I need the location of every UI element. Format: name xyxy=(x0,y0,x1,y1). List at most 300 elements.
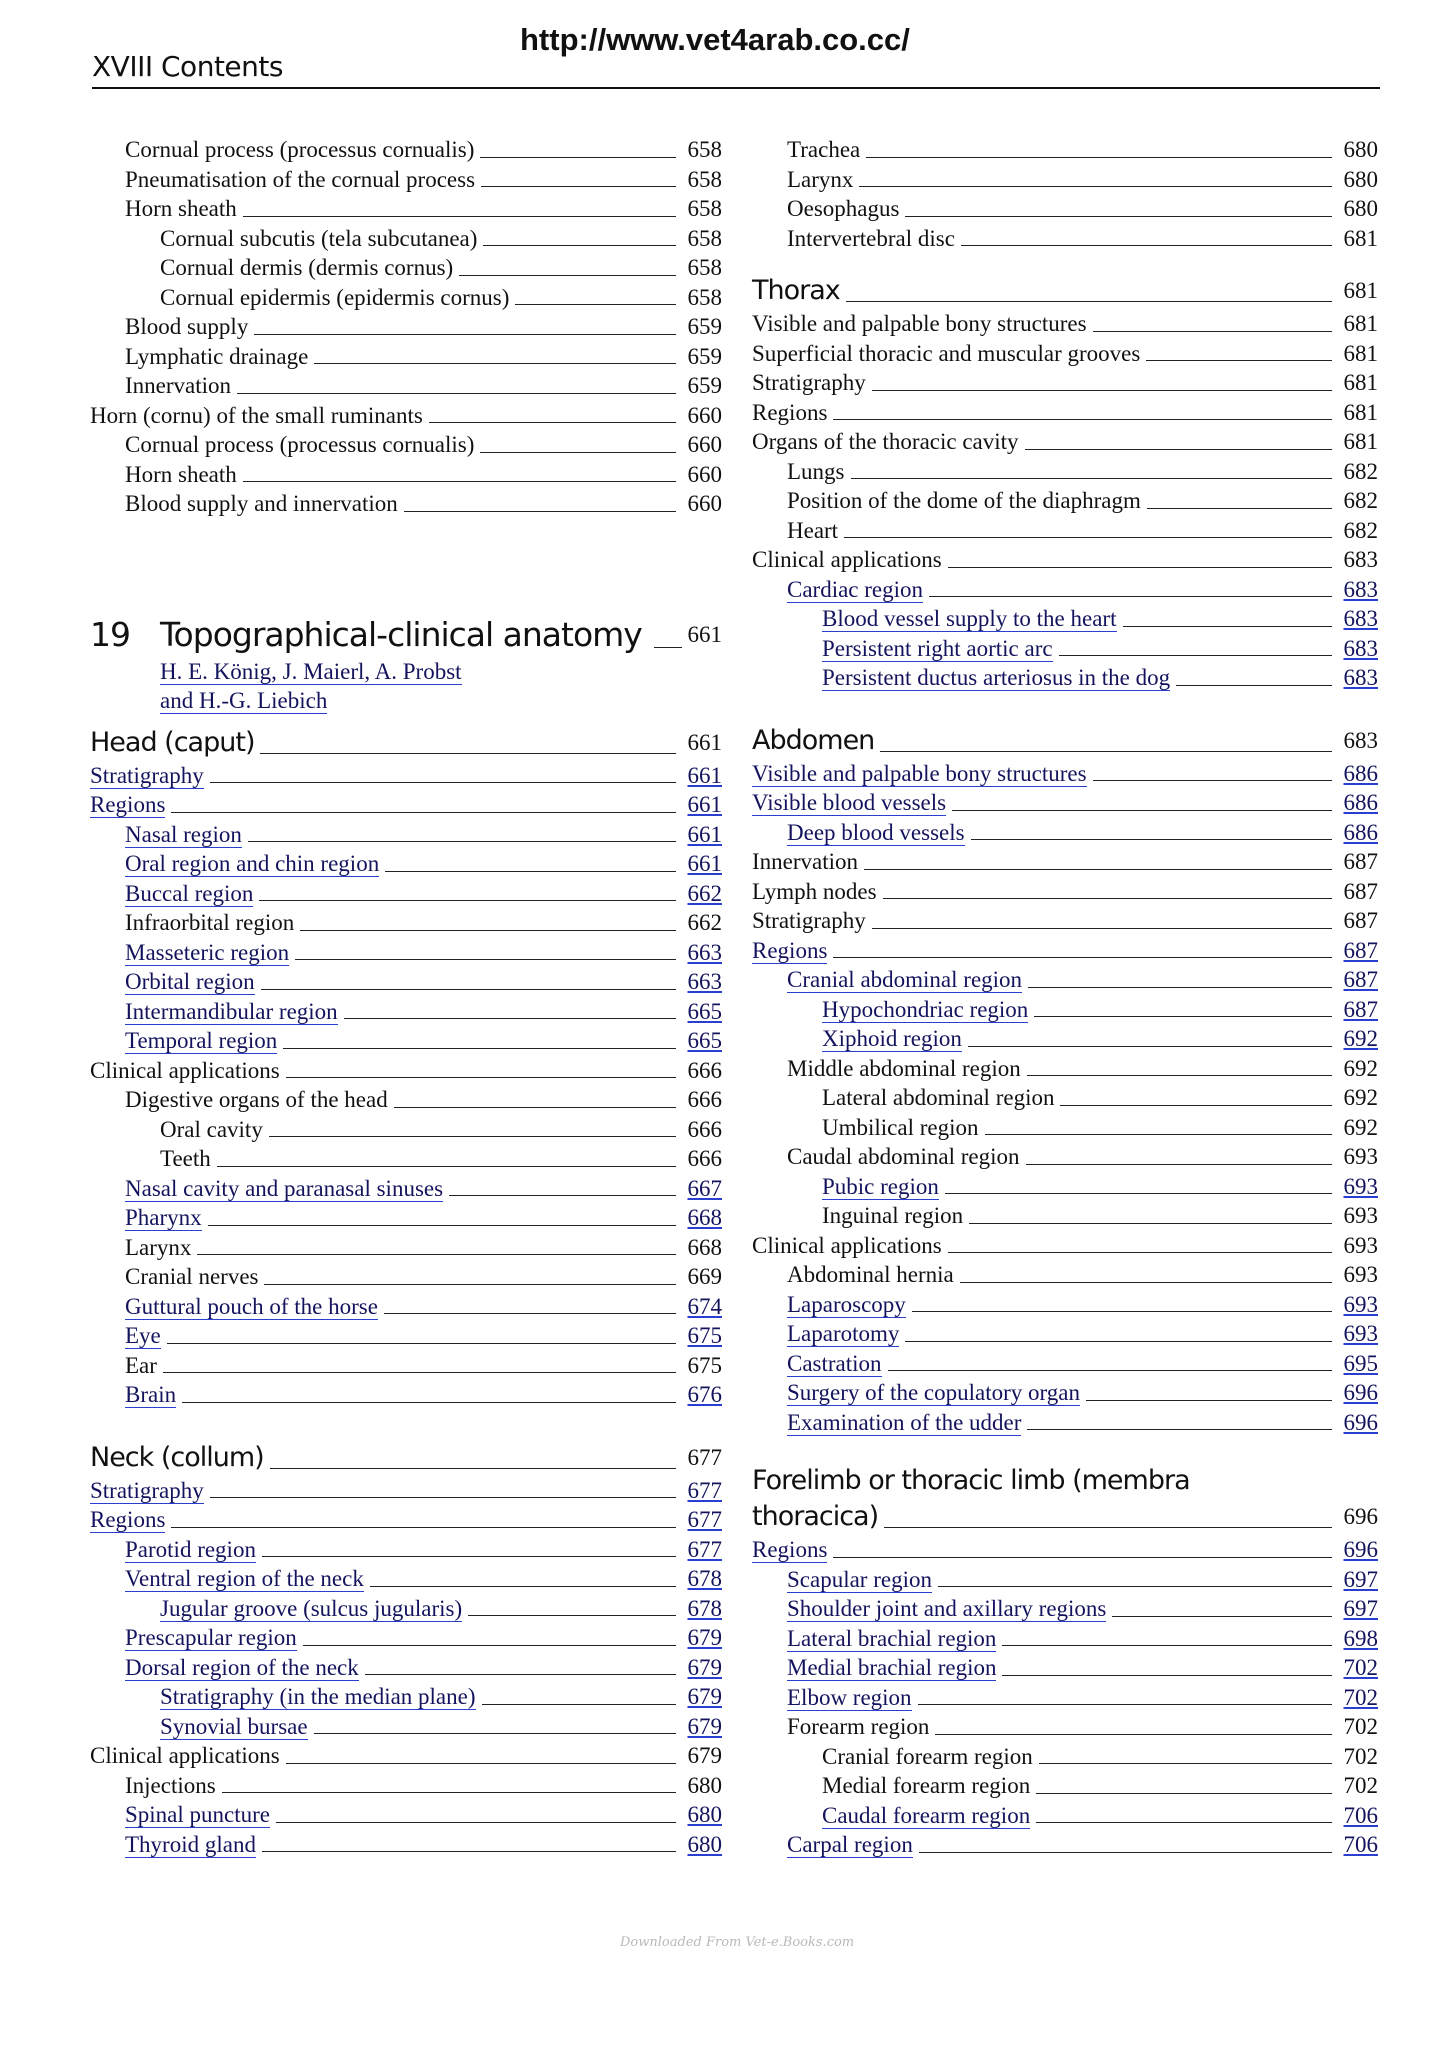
toc-entry-title xyxy=(822,1771,1030,1801)
toc-entry-text: Medial brachial region xyxy=(787,1655,997,1680)
leader-line xyxy=(259,900,676,901)
toc-entry xyxy=(90,194,722,224)
toc-entry-text: Pneumatisation of the cornual process xyxy=(125,166,476,192)
leader-line xyxy=(480,452,676,453)
leader-line xyxy=(262,1556,676,1557)
toc-entry-title xyxy=(752,368,866,398)
toc-list xyxy=(752,309,1378,693)
toc-entry-title xyxy=(125,1564,364,1594)
toc-entry-title xyxy=(787,1349,882,1379)
toc-entry[interactable] xyxy=(90,790,722,820)
toc-entry-text: Regions xyxy=(752,399,828,425)
toc-entry-title xyxy=(787,1565,932,1595)
toc-entry-text: Forearm region xyxy=(787,1714,930,1739)
page-number: 680 xyxy=(687,1802,722,1827)
leader-line xyxy=(833,957,1332,958)
toc-entry[interactable] xyxy=(752,759,1378,789)
toc-entry[interactable] xyxy=(90,1830,722,1860)
toc-entry-title xyxy=(752,906,866,936)
toc-entry xyxy=(90,908,722,938)
leader-line xyxy=(864,869,1332,870)
page-number: 693 xyxy=(1343,1232,1378,1258)
leader-line xyxy=(1002,1675,1332,1676)
toc-entry[interactable] xyxy=(752,1290,1378,1320)
toc-entry-title xyxy=(787,1594,1106,1624)
page-number: 681 xyxy=(1343,370,1378,395)
toc-entry-title xyxy=(787,194,899,224)
toc-entry[interactable] xyxy=(90,820,722,850)
page-number: 693 xyxy=(1343,1321,1378,1346)
page-number: 702 xyxy=(1343,1655,1378,1680)
page-number: 692 xyxy=(1343,1114,1378,1140)
toc-entry-title xyxy=(90,1056,280,1086)
toc-entry-text: Abdominal hernia xyxy=(787,1262,954,1287)
toc-entry[interactable] xyxy=(90,1026,722,1056)
page-number: 696 xyxy=(1343,1537,1378,1562)
toc-entry[interactable] xyxy=(90,997,722,1027)
section-title: Forelimb or thoracic limb (membra xyxy=(752,1465,1190,1496)
toc-entry-text: Visible blood vessels xyxy=(752,790,947,815)
toc-entry-title xyxy=(125,371,231,401)
leader-line xyxy=(1112,1616,1332,1617)
section-heading-forelimb-line1[interactable] xyxy=(752,1463,1378,1499)
leader-line xyxy=(248,841,676,842)
toc-entry[interactable] xyxy=(752,1349,1378,1379)
leader-line xyxy=(404,511,676,512)
page-number: 706 xyxy=(1343,1832,1378,1857)
toc-entry-text: Regions xyxy=(90,1507,166,1532)
toc-entry-text: Cornual process (processus cornualis) xyxy=(125,137,475,162)
toc-entry[interactable] xyxy=(90,1476,722,1506)
toc-entry-text: Prescapular region xyxy=(125,1625,297,1650)
page-number: 663 xyxy=(687,969,722,994)
leader-line xyxy=(844,537,1332,538)
toc-entry-title xyxy=(160,1144,211,1174)
page-number: 658 xyxy=(687,196,722,221)
page-number: 681 xyxy=(1343,429,1378,454)
toc-entry[interactable] xyxy=(752,965,1378,995)
toc-entry xyxy=(752,194,1378,224)
toc-entry xyxy=(90,283,722,313)
toc-entry xyxy=(752,545,1378,575)
toc-entry[interactable] xyxy=(90,1380,722,1410)
toc-entry[interactable] xyxy=(752,1408,1378,1438)
toc-entry-text: Blood supply and innervation xyxy=(125,491,398,516)
leader-line xyxy=(912,1311,1332,1312)
toc-entry[interactable] xyxy=(752,936,1378,966)
page-number: 683 xyxy=(1343,606,1378,631)
toc-entry xyxy=(90,342,722,372)
toc-entry-text: Temporal region xyxy=(125,1028,278,1053)
leader-line xyxy=(385,871,676,872)
page-number: 697 xyxy=(1343,1566,1378,1592)
toc-entry-title xyxy=(822,604,1117,634)
toc-entry-title xyxy=(752,847,858,877)
toc-entry-text: Intervertebral disc xyxy=(787,225,955,251)
leader-line xyxy=(222,1792,676,1793)
toc-entry-title xyxy=(787,1142,1020,1172)
toc-entry-title xyxy=(125,342,308,372)
page-number: 677 xyxy=(687,1477,722,1503)
toc-entry[interactable] xyxy=(752,575,1378,605)
toc-entry-title xyxy=(787,1290,906,1320)
leader-line xyxy=(1176,685,1332,686)
page-number: 682 xyxy=(1343,488,1378,513)
toc-entry-text: Regions xyxy=(752,937,828,963)
toc-entry xyxy=(752,1771,1378,1801)
page-number: 706 xyxy=(1343,1802,1378,1828)
toc-entry[interactable] xyxy=(752,995,1378,1025)
leader-line xyxy=(969,1223,1332,1224)
toc-entry[interactable] xyxy=(752,1683,1378,1713)
authors-line: and H.-G. Liebich xyxy=(160,687,328,713)
toc-entry[interactable] xyxy=(90,1623,722,1653)
toc-entry-text: Heart xyxy=(787,517,839,543)
page-number: 693 xyxy=(1343,1291,1378,1317)
toc-entry-text: Innervation xyxy=(752,849,859,874)
toc-entry[interactable] xyxy=(90,1321,722,1351)
authors-line: H. E. König, J. Maierl, A. Probst xyxy=(160,658,462,684)
leader-line xyxy=(394,1107,676,1108)
leader-line xyxy=(846,301,1332,302)
toc-entry-title xyxy=(125,1535,256,1565)
toc-entry-title xyxy=(125,1623,297,1653)
toc-entry-text: Middle abdominal region xyxy=(787,1055,1021,1081)
toc-entry xyxy=(752,1712,1378,1742)
toc-entry xyxy=(752,457,1378,487)
leader-line xyxy=(283,1048,676,1049)
toc-list xyxy=(90,1476,722,1860)
toc-entry[interactable] xyxy=(90,1800,722,1830)
toc-entry xyxy=(90,430,722,460)
leader-line xyxy=(961,245,1332,246)
leader-line xyxy=(1036,1822,1332,1823)
toc-entry-text: Oral region and chin region xyxy=(125,851,380,876)
toc-entry xyxy=(90,312,722,342)
page-number: 687 xyxy=(1343,878,1378,904)
toc-list xyxy=(90,135,722,519)
toc-entry[interactable] xyxy=(90,1653,722,1683)
toc-entry[interactable] xyxy=(752,604,1378,634)
toc-entry[interactable] xyxy=(752,818,1378,848)
leader-line xyxy=(952,810,1332,811)
page-number: 702 xyxy=(1343,1743,1378,1769)
page-number: 660 xyxy=(687,491,722,516)
toc-entry-text: Oesophagus xyxy=(787,196,900,221)
page-number: 702 xyxy=(1343,1684,1378,1710)
leader-line xyxy=(208,1225,676,1226)
toc-entry[interactable] xyxy=(752,1565,1378,1595)
toc-entry-text: Blood vessel supply to the heart xyxy=(822,606,1117,631)
toc-entry-title xyxy=(160,1594,462,1624)
page-number: 686 xyxy=(1343,790,1378,815)
toc-entry[interactable] xyxy=(90,1535,722,1565)
page-number: 659 xyxy=(687,314,722,339)
toc-entry[interactable] xyxy=(90,1564,722,1594)
page-number: 680 xyxy=(1343,137,1378,162)
toc-entry-title xyxy=(125,1653,359,1683)
page-number: 661 xyxy=(687,762,722,788)
leader-line xyxy=(264,1284,676,1285)
section-heading-head[interactable] xyxy=(90,725,722,761)
toc-entry-title xyxy=(125,1380,176,1410)
page-number: 677 xyxy=(687,1507,722,1532)
toc-entry-text: Lateral abdominal region xyxy=(822,1085,1055,1110)
toc-entry[interactable] xyxy=(90,849,722,879)
leader-line xyxy=(370,1586,676,1587)
page-number: 658 xyxy=(687,255,722,280)
toc-entry xyxy=(752,847,1378,877)
leader-line xyxy=(1028,987,1332,988)
toc-entry-text: Lateral brachial region xyxy=(787,1625,997,1651)
toc-entry-text: Horn sheath xyxy=(125,196,237,221)
toc-entry[interactable] xyxy=(90,1174,722,1204)
leader-line xyxy=(286,1077,676,1078)
toc-entry-text: Umbilical region xyxy=(822,1114,979,1140)
leader-line xyxy=(918,1704,1332,1705)
toc-entry xyxy=(752,427,1378,457)
leader-line xyxy=(243,481,676,482)
toc-entry-text: Laparoscopy xyxy=(787,1291,906,1317)
toc-entry[interactable] xyxy=(752,1830,1378,1860)
page-number: 660 xyxy=(687,461,722,487)
toc-entry-text: Synovial bursae xyxy=(160,1713,308,1739)
toc-entry xyxy=(752,1113,1378,1143)
toc-entry-text: Teeth xyxy=(160,1146,211,1171)
toc-entry xyxy=(90,165,722,195)
toc-entry-title xyxy=(787,457,845,487)
leader-line xyxy=(884,1527,1332,1528)
page-number: 693 xyxy=(1343,1203,1378,1228)
toc-entry-title xyxy=(822,663,1170,693)
section-heading-forelimb-line2[interactable] xyxy=(752,1499,1378,1535)
toc-entry-text: Persistent ductus arteriosus in the dog xyxy=(822,665,1171,690)
toc-entry-title xyxy=(752,398,827,428)
toc-entry-text: Laparotomy xyxy=(787,1321,900,1346)
toc-entry[interactable] xyxy=(90,1505,722,1535)
toc-entry[interactable] xyxy=(752,1319,1378,1349)
page-number: 693 xyxy=(1343,1262,1378,1287)
toc-entry-text: Stratigraphy (in the median plane) xyxy=(160,1684,476,1709)
leader-line xyxy=(429,422,676,423)
toc-entry-text: Shoulder joint and axillary regions xyxy=(787,1596,1107,1621)
toc-entry[interactable] xyxy=(752,788,1378,818)
toc-entry-title xyxy=(787,1683,912,1713)
toc-entry-text: Medial forearm region xyxy=(822,1773,1031,1798)
leader-line xyxy=(859,186,1332,187)
page-number: 679 xyxy=(687,1654,722,1680)
toc-entry-text: Jugular groove (sulcus jugularis) xyxy=(160,1595,463,1621)
toc-entry-title xyxy=(160,1682,476,1712)
toc-entry[interactable] xyxy=(752,1624,1378,1654)
leader-line xyxy=(344,1018,676,1019)
toc-entry[interactable] xyxy=(752,1172,1378,1202)
leader-line xyxy=(270,1468,676,1469)
page-number: 659 xyxy=(687,343,722,369)
leader-line xyxy=(171,1527,676,1528)
page-number: 677 xyxy=(687,1444,722,1470)
toc-entry-text: Nasal cavity and paranasal sinuses xyxy=(125,1175,444,1201)
page-number: 679 xyxy=(687,1713,722,1739)
leader-line xyxy=(237,393,676,394)
toc-entry-text: Parotid region xyxy=(125,1536,256,1562)
toc-entry-text: Infraorbital region xyxy=(125,910,295,935)
toc-entry xyxy=(90,135,722,165)
toc-entry xyxy=(90,401,722,431)
toc-entry[interactable] xyxy=(90,761,722,791)
toc-entry-text: Nasal region xyxy=(125,821,242,847)
toc-entry[interactable] xyxy=(752,1378,1378,1408)
toc-entry-title xyxy=(125,1800,270,1830)
toc-entry[interactable] xyxy=(90,879,722,909)
leader-line xyxy=(1093,780,1332,781)
toc-entry[interactable] xyxy=(90,1594,722,1624)
toc-entry-title xyxy=(125,312,248,342)
toc-entry-title xyxy=(90,1476,204,1506)
toc-entry[interactable] xyxy=(752,1024,1378,1054)
section-heading-abdomen[interactable] xyxy=(752,723,1378,759)
toc-list xyxy=(752,135,1378,253)
toc-entry xyxy=(90,1262,722,1292)
page-number: 695 xyxy=(1343,1350,1378,1376)
toc-entry-title xyxy=(125,879,253,909)
toc-entry xyxy=(752,1054,1378,1084)
toc-entry xyxy=(752,368,1378,398)
toc-entry-text: Clinical applications xyxy=(90,1743,280,1768)
toc-entry xyxy=(90,224,722,254)
section-heading-neck[interactable] xyxy=(90,1440,722,1476)
toc-entry-text: Cornual epidermis (epidermis cornus) xyxy=(160,284,510,310)
leader-line xyxy=(1086,1400,1332,1401)
toc-entry-title xyxy=(752,545,942,575)
toc-entry-text: Orbital region xyxy=(125,969,255,994)
page-number: 680 xyxy=(687,1772,722,1798)
leader-line xyxy=(459,275,676,276)
toc-entry-text: Cranial nerves xyxy=(125,1264,259,1289)
toc-entry xyxy=(752,906,1378,936)
page-number: 697 xyxy=(1343,1596,1378,1621)
toc-entry-title xyxy=(787,1830,913,1860)
chapter-page[interactable]: 661 xyxy=(687,621,722,647)
leader-line xyxy=(210,1497,676,1498)
leader-line xyxy=(1123,626,1333,627)
toc-entry-title xyxy=(90,761,204,791)
leader-line xyxy=(919,1852,1332,1853)
toc-entry-text: Caudal abdominal region xyxy=(787,1144,1020,1169)
page-number: 681 xyxy=(1343,311,1378,336)
toc-entry[interactable] xyxy=(752,1594,1378,1624)
toc-entry-title xyxy=(822,1201,963,1231)
toc-entry-title xyxy=(822,1172,939,1202)
leader-line xyxy=(833,419,1332,420)
page-number: 661 xyxy=(687,851,722,876)
toc-entry-title xyxy=(787,1408,1021,1438)
left-column xyxy=(90,135,722,1859)
toc-entry-text: Visible and palpable bony structures xyxy=(752,760,1087,786)
leader-line xyxy=(1027,1429,1332,1430)
toc-entry-title xyxy=(90,1505,165,1535)
toc-entry xyxy=(752,224,1378,254)
toc-entry-text: Clinical applications xyxy=(90,1057,280,1083)
toc-entry[interactable] xyxy=(90,967,722,997)
page-number: 696 xyxy=(1343,1409,1378,1435)
leader-line xyxy=(1025,449,1332,450)
leader-line xyxy=(295,959,676,960)
chapter-title[interactable]: Topographical-clinical anatomy xyxy=(160,614,642,654)
toc-entry-text: Stratigraphy xyxy=(752,370,866,395)
toc-entry-title xyxy=(125,967,255,997)
page-number: 680 xyxy=(1343,196,1378,221)
toc-entry[interactable] xyxy=(90,1682,722,1712)
toc-entry-title xyxy=(752,759,1087,789)
toc-entry[interactable] xyxy=(90,1712,722,1742)
page-number: 658 xyxy=(687,225,722,251)
page-number: 678 xyxy=(687,1595,722,1621)
page-number: 679 xyxy=(687,1625,722,1650)
toc-entry-text: Xiphoid region xyxy=(822,1026,962,1051)
section-heading-thorax[interactable] xyxy=(752,273,1378,309)
toc-entry-title xyxy=(787,575,923,605)
page-number: 702 xyxy=(1343,1714,1378,1739)
toc-entry-text: Regions xyxy=(752,1537,828,1562)
toc-entry xyxy=(752,135,1378,165)
toc-entry[interactable] xyxy=(90,1292,722,1322)
page-number: 693 xyxy=(1343,1173,1378,1199)
leader-line xyxy=(654,647,682,648)
toc-entry[interactable] xyxy=(752,1653,1378,1683)
toc-entry[interactable] xyxy=(752,634,1378,664)
toc-entry-text: Stratigraphy xyxy=(90,762,204,788)
toc-entry[interactable] xyxy=(752,1801,1378,1831)
section-title: Head (caput) xyxy=(90,726,255,758)
page-number: 661 xyxy=(687,729,722,755)
toc-list xyxy=(752,1535,1378,1860)
leader-line xyxy=(300,930,676,931)
toc-entry-title xyxy=(125,489,398,519)
toc-entry[interactable] xyxy=(90,938,722,968)
toc-entry-title xyxy=(752,1535,827,1565)
leader-line xyxy=(905,1341,1332,1342)
toc-entry-text: Caudal forearm region xyxy=(822,1802,1031,1828)
toc-entry-title xyxy=(752,788,946,818)
toc-entry-title xyxy=(752,877,877,907)
page-number: 682 xyxy=(1343,458,1378,484)
page-number: 676 xyxy=(687,1382,722,1407)
page-number: 682 xyxy=(1343,517,1378,543)
leader-line xyxy=(167,1343,676,1344)
chapter-number: 19 xyxy=(90,614,130,654)
leader-line xyxy=(948,1252,1332,1253)
page-number: 677 xyxy=(687,1536,722,1562)
page-number: 692 xyxy=(1343,1026,1378,1051)
toc-entry[interactable] xyxy=(752,1535,1378,1565)
source-url[interactable]: http://www.vet4arab.co.cc/ xyxy=(520,22,910,57)
leader-line xyxy=(171,812,676,813)
toc-entry-text: Horn (cornu) of the small ruminants xyxy=(90,402,423,428)
page-number: 680 xyxy=(687,1831,722,1857)
toc-entry-title xyxy=(787,1653,996,1683)
leader-line xyxy=(163,1372,676,1373)
toc-entry-text: Cranial forearm region xyxy=(822,1743,1033,1769)
toc-entry[interactable] xyxy=(90,1203,722,1233)
toc-entry[interactable] xyxy=(752,663,1378,693)
page-number: 665 xyxy=(687,1028,722,1053)
leader-line xyxy=(851,478,1333,479)
toc-entry-title xyxy=(125,1321,161,1351)
page-number: 683 xyxy=(1343,665,1378,690)
chapter-heading xyxy=(90,613,722,657)
toc-entry-title xyxy=(787,486,1141,516)
